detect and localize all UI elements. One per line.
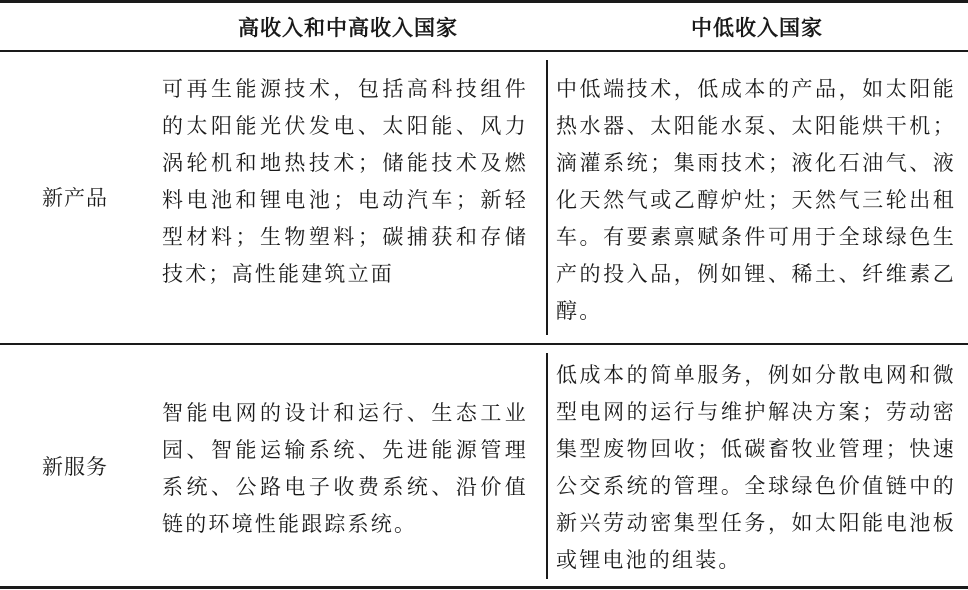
cell-new-services-high-income: 智能电网的设计和运行、生态工业园、智能运输系统、先进能源管理系统、公路电子收费系统、沿价值链的环境性能跟踪系统。 — [162, 401, 528, 536]
cell-new-services-low-income: 低成本的简单服务，例如分散电网和微型电网的运行与维护解决方案；劳动密集型废物回收；低碳畜牧业管理；快速公交系统的管理。全球绿色价值链中的新兴劳动密集型任务，如太阳能电池板或锂电池的组装。 — [556, 363, 956, 572]
row-label-new-products: 新产品 — [42, 186, 108, 210]
header-low-income: 中低收入国家 — [691, 15, 823, 40]
row-label-new-services: 新服务 — [42, 454, 108, 479]
header-high-income: 高收入和中高收入国家 — [238, 15, 458, 40]
column-divider — [546, 60, 548, 335]
bottom-rule — [0, 586, 968, 589]
cell-new-products-high-income: 可再生能源技术，包括高科技组件的太阳能光伏发电、太阳能、风力涡轮机和地热技术；储能技术及燃料电池和锂电池；电动汽车；新轻型材料；生物塑料；碳捕获和存储技术；高性能建筑立面 — [162, 77, 528, 286]
cell-new-products-low-income: 中低端技术，低成本的产品，如太阳能热水器、太阳能水泵、太阳能烘干机；滴灌系统；集雨技术；液化石油气、液化天然气或乙醇炉灶；天然气三轮出租车。有要素禀赋条件可用于全球绿色生产的投入品，例如锂、稀土、纤维素乙醇。 — [556, 77, 956, 323]
column-divider — [546, 353, 548, 579]
